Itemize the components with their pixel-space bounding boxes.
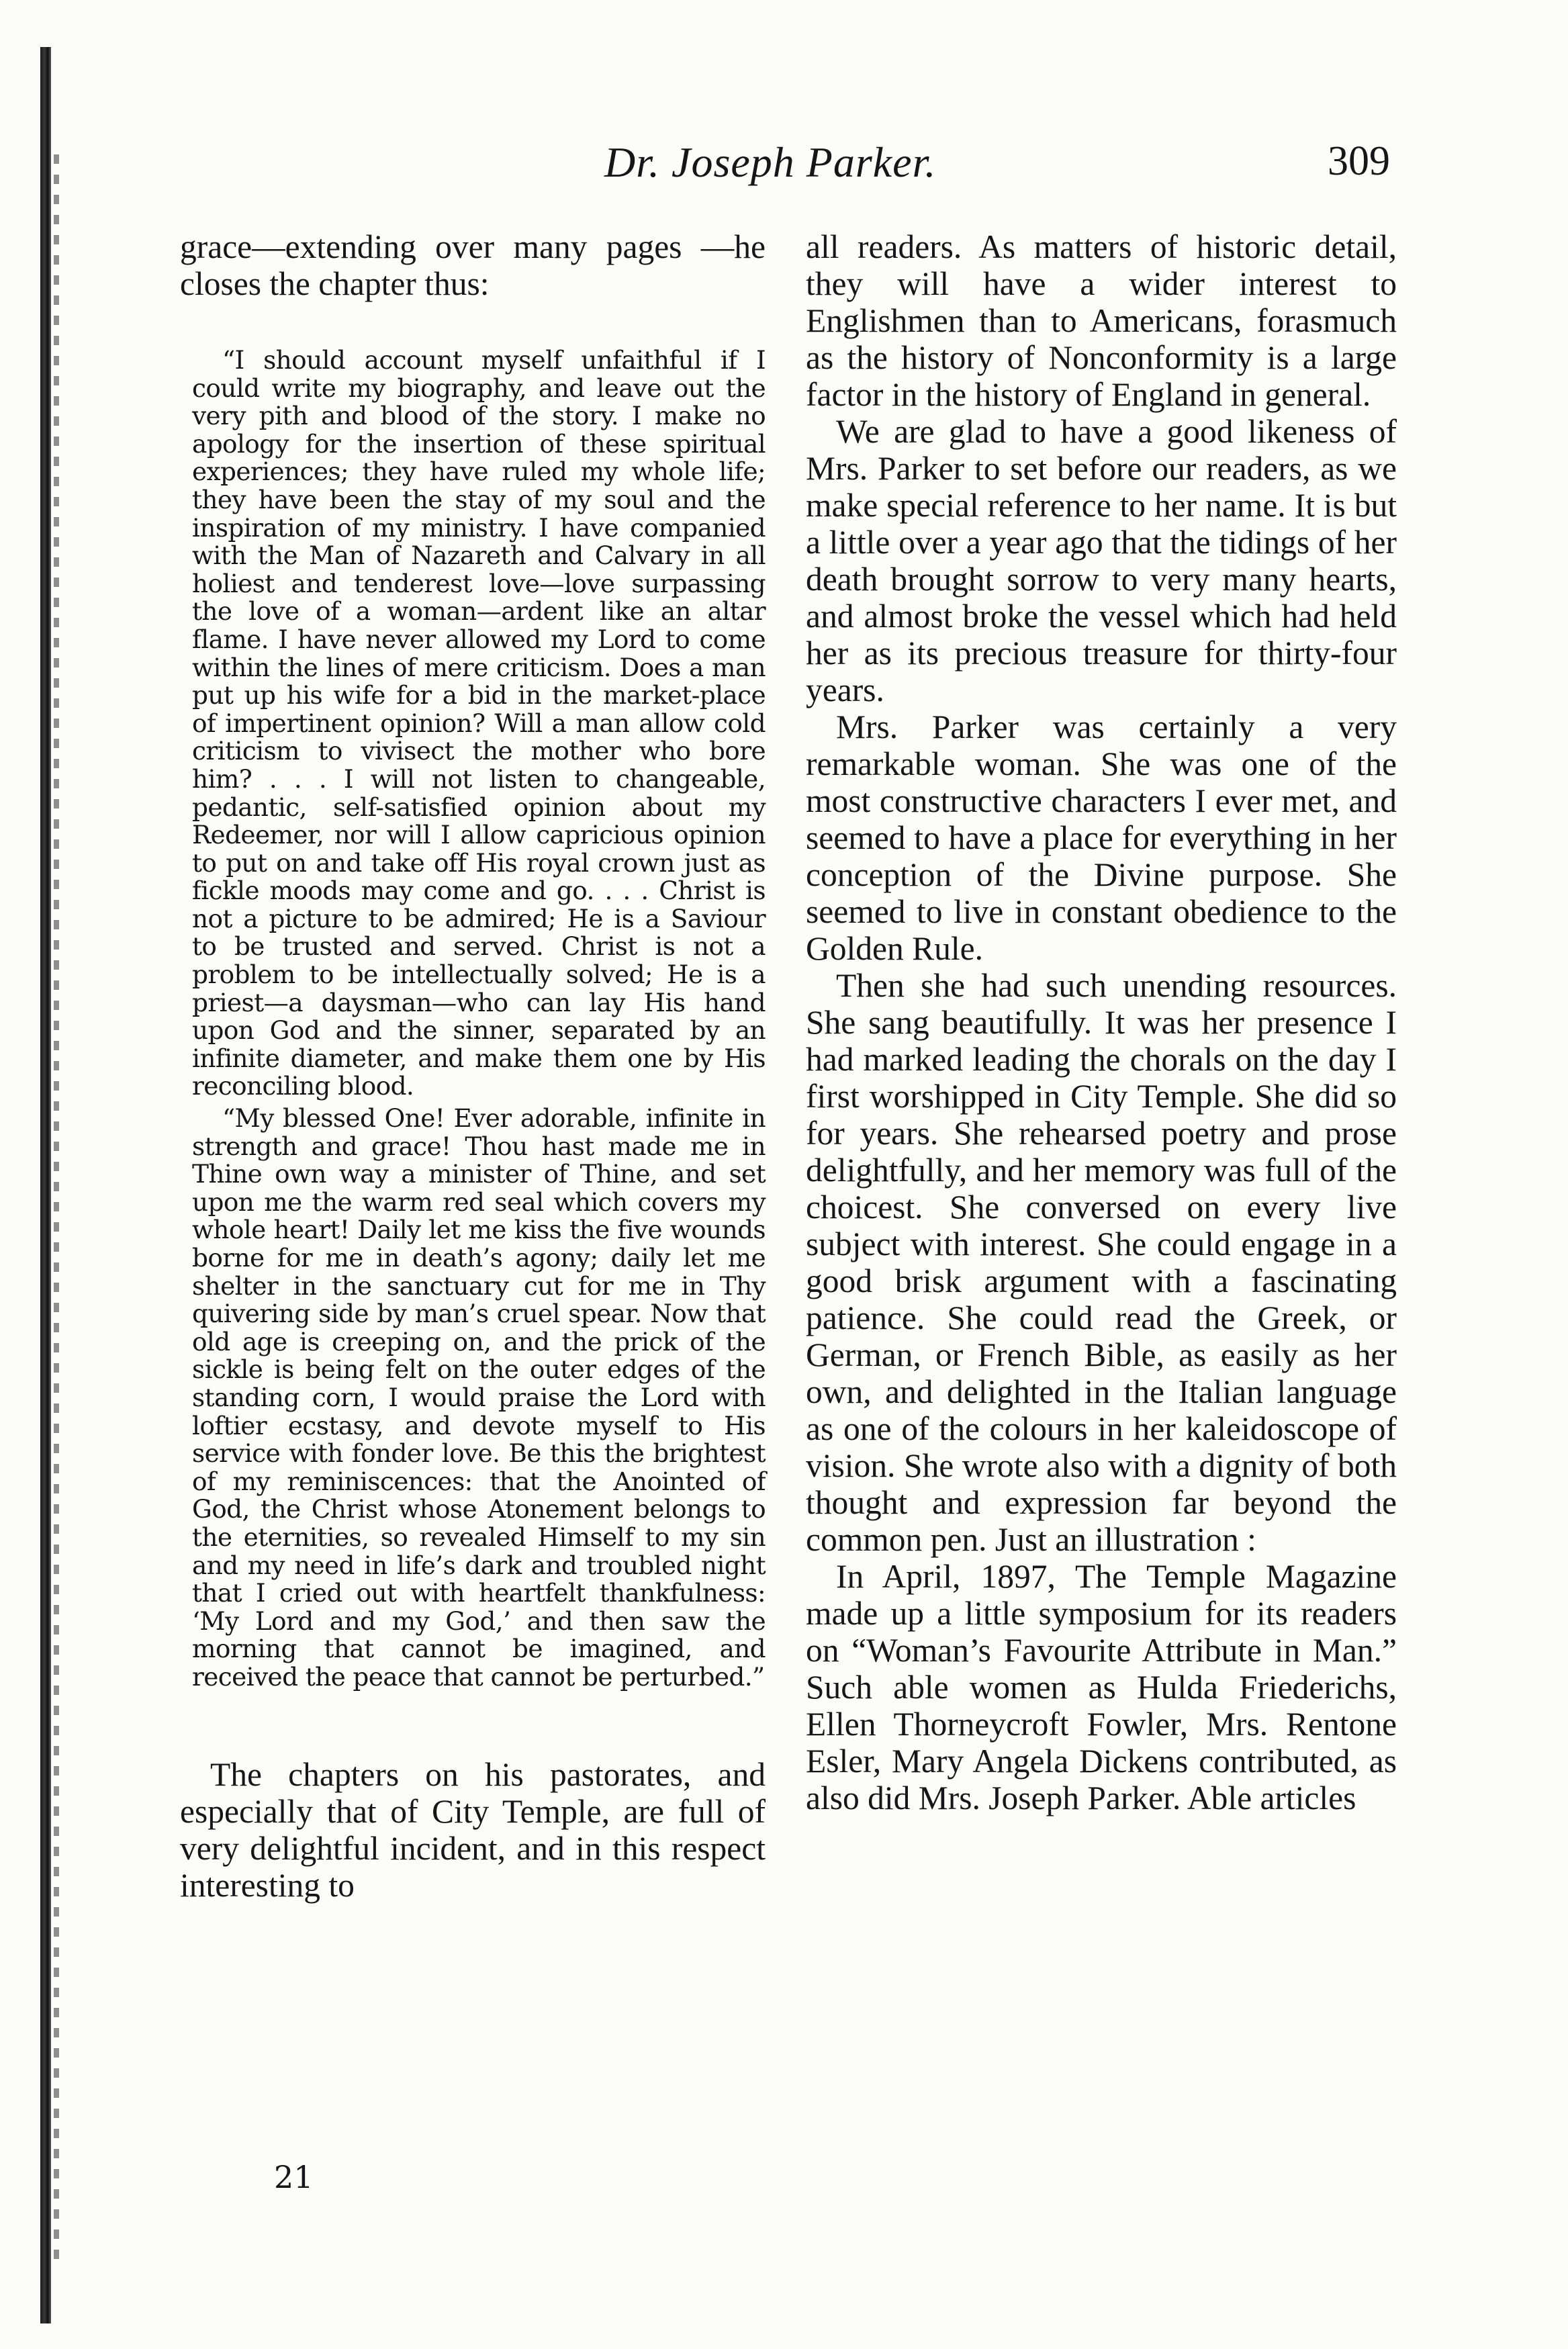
paragraph-4: Then she had such unending resources. She sang beautifully. It was her presence I had marked leading the chorals on the day I first worshipped in City Temple. She did so for years. She rehearsed poetry and prose delightfully, and her memory was full of the choicest. She conversed on every live subject with interest. She could engage in a good brisk argument with a fascinating patience. She could read the Greek, or German, or French Bible, as easily as her own, and delighted in the Italian language as one of the colours in her kaleidoscope of vision. She wrote also with a dignity of both thought and expression far beyond the common pen. Just an illustration : (806, 967, 1397, 1558)
paragraph-5: In April, 1897, The Temple Magazine made up a little symposium for its readers on “Woman’s Favourite Attribute in Man.” Such able women as Hulda Friederichs, Ellen Thorneycroft Fowler, Mrs. Rentone Esler, Mary Angela Dickens contributed, as also did Mrs. Joseph Parker. Able articles (806, 1558, 1397, 1816)
page-number: 309 (1328, 138, 1390, 184)
paragraph-3: Mrs. Parker was certainly a very remarkable woman. She was one of the most constructive characters I ever met, and seemed to have a place for everything in her conception of the Divine purpose. She seemed to live in constant obedience to the Golden Rule. (806, 708, 1397, 967)
block-quote-1: “I should account myself unfaithful if I could write my biography, and leave out the very pith and blood of the story. I make no apology for the insertion of these spiritual experiences; they have ruled my whole life; they have been the stay of my soul and the inspiration of my ministry. I have companied with the Man of Nazareth and Calvary in all holiest and tenderest love—love surpassing the love of a woman—ardent like an altar flame. I have never allowed my Lord to come within the lines of mere criticism. Does a man put up his wife for a bid in the market-place of impertinent opinion? Will a man allow cold criticism to vivisect the mother who bore him? . . . I will not listen to changeable, pedantic, self-satisfied opinion about my Redeemer, nor will I allow capricious opinion to put on and take off His royal crown just as fickle moods may come and go. . . . Christ is not a picture to be admired; He is a Saviour to be trusted and served. Christ is not a problem to be intellectually solved; He is a priest—a daysman—who can lay His hand upon God and the sinner, separated by an infinite diameter, and make them one by His reconciling blood. (192, 345, 766, 1101)
left-column (180, 228, 766, 1904)
book-binding-edge (40, 47, 51, 2323)
block-quote-2: “My blessed One! Ever adorable, infinite in strength and grace! Thou hast made me in Thine own way a minister of Thine, and set upon me the warm red seal which covers my whole heart! Daily let me kiss the five wounds borne for me in death’s agony; daily let me shelter in the sanctuary cut for me in Thy quivering side by man’s cruel spear. Now that old age is creeping on, and the prick of the sickle is being felt on the outer edges of the standing corn, I would praise the Lord with loftier ecstasy, and devote myself to His service with fonder love. Be this the brightest of my reminiscences: that the Anointed of God, the Christ whose Atonement belongs to the eternities, so revealed Himself to my sin and my need in life’s dark and troubled night that I cried out with heartfelt thankfulness: ‘My Lord and my God,’ and then saw the morning that cannot be imagined, and received the peace that cannot be perturbed.” (192, 1103, 766, 1692)
paragraph-1: all readers. As matters of historic detail, they will have a wider interest to Englishmen than to Americans, forasmuch as the history of Nonconformity is a large factor in the history of England in general. (806, 228, 1397, 413)
page-gutter-shadow (54, 154, 59, 2270)
closing-paragraph: The chapters on his pastorates, and especially that of City Temple, are full of very delightful incident, and in this respect interesting to (180, 1755, 766, 1904)
page-header (168, 138, 1390, 198)
right-column (806, 228, 1397, 1816)
signature-mark: 21 (274, 2159, 314, 2195)
paragraph-2: We are glad to have a good likeness of Mrs. Parker to set before our readers, as we make special reference to her name. It is but a little over a year ago that the tidings of her death brought sorrow to very many hearts, and almost broke the vessel which had held her as its precious treasure for thirty-four years. (806, 413, 1397, 708)
running-title: Dr. Joseph Parker. (604, 138, 937, 186)
opening-paragraph: grace—extending over many pages —he closes the chapter thus: (180, 228, 766, 302)
